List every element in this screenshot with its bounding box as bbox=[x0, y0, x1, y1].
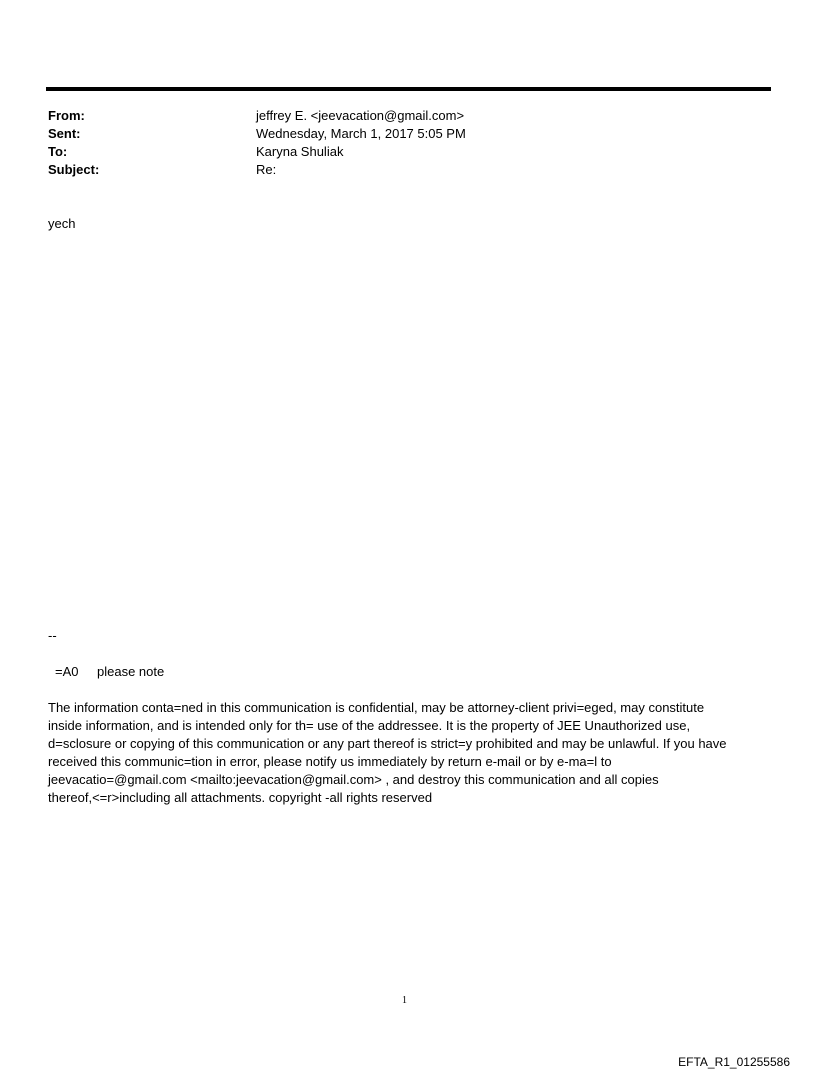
signature-separator: -- bbox=[48, 628, 57, 643]
page-number: 1 bbox=[402, 995, 407, 1006]
to-label: To: bbox=[48, 144, 68, 159]
disclaimer-line: The information conta=ned in this communication is confidential, may be attorney-client privi=eged, may constitute bbox=[48, 700, 705, 715]
from-label: From: bbox=[48, 108, 85, 123]
disclaimer-line: thereof,<=r>including all attachments. copyright -all rights reserved bbox=[48, 790, 433, 805]
from-value: jeffrey E. <jeevacation@gmail.com> bbox=[256, 108, 465, 123]
disclaimer-line: inside information, and is intended only for th= use of the addressee. It is the property of JEE Unauthorized use, bbox=[48, 718, 691, 733]
note-prefix: =A0 bbox=[55, 664, 79, 679]
header-divider-rule bbox=[46, 87, 771, 91]
to-value: Karyna Shuliak bbox=[256, 144, 344, 159]
sent-value: Wednesday, March 1, 2017 5:05 PM bbox=[256, 126, 466, 141]
disclaimer-line: d=sclosure or copying of this communication or any part thereof is strict=y prohibited and may be unlawful. If you have bbox=[48, 736, 727, 751]
note-text: please note bbox=[97, 664, 165, 679]
confidentiality-disclaimer bbox=[48, 699, 768, 807]
sent-label: Sent: bbox=[48, 126, 81, 141]
disclaimer-line: jeevacatio=@gmail.com <mailto:jeevacation@gmail.com> , and destroy this communication and all copies bbox=[48, 772, 659, 787]
subject-label: Subject: bbox=[48, 162, 100, 177]
subject-value: Re: bbox=[256, 162, 277, 177]
message-body: yech bbox=[48, 216, 76, 231]
disclaimer-line: received this communic=tion in error, please notify us immediately by return e-mail or by e-ma=l to bbox=[48, 754, 612, 769]
bates-number: EFTA_R1_01255586 bbox=[678, 1055, 790, 1069]
